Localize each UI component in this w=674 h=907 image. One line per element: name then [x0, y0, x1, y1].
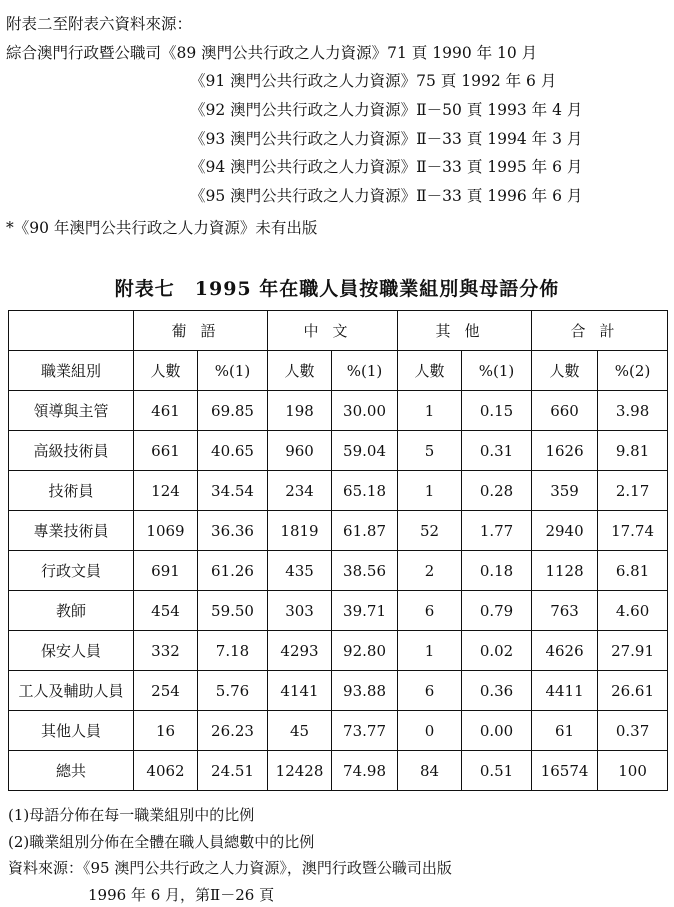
cell-pt-count: 461: [134, 391, 198, 431]
data-source-date: 1996 年 6 月，第Ⅱ－26 頁: [88, 886, 275, 904]
cell-other-count: 6: [398, 671, 462, 711]
cell-total-percent: 4.60: [598, 591, 668, 631]
cell-total-count: 61: [532, 711, 598, 751]
table-title: 附表七 1995 年在職人員按職業組別與母語分佈: [114, 278, 560, 300]
header-count: 人數: [398, 351, 462, 391]
header-occupation: 職業組別: [9, 351, 134, 391]
header-count: 人數: [532, 351, 598, 391]
cell-other-count: 6: [398, 591, 462, 631]
source-line: 《92 澳門公共行政之人力資源》Ⅱ－50 頁 1993 年 4 月: [190, 101, 583, 119]
cell-occupation: 技術員: [9, 471, 134, 511]
table-row: [9, 551, 668, 591]
cell-zh-percent: 93.88: [332, 671, 398, 711]
cell-pt-percent: 7.18: [198, 631, 268, 671]
cell-pt-count: 454: [134, 591, 198, 631]
header-total: 合計: [532, 311, 668, 351]
cell-zh-percent: 30.00: [332, 391, 398, 431]
cell-total-count: 359: [532, 471, 598, 511]
cell-zh-count: 198: [268, 391, 332, 431]
cell-zh-count: 4293: [268, 631, 332, 671]
group-header-row: [9, 311, 668, 351]
header-percent: %(2): [598, 351, 668, 391]
header-chinese: 中文: [268, 311, 398, 351]
cell-other-percent: 0.79: [462, 591, 532, 631]
cell-zh-percent: 73.77: [332, 711, 398, 751]
source-line: 綜合澳門行政暨公職司《89 澳門公共行政之人力資源》71 頁 1990 年 10 月: [6, 44, 538, 62]
table-row: [9, 631, 668, 671]
cell-other-count: 52: [398, 511, 462, 551]
cell-total-count: 1626: [532, 431, 598, 471]
cell-occupation: 專業技術員: [9, 511, 134, 551]
table-row: [9, 511, 668, 551]
header-percent: %(1): [462, 351, 532, 391]
cell-pt-percent: 59.50: [198, 591, 268, 631]
cell-other-percent: 0.00: [462, 711, 532, 751]
sources-heading: 附表二至附表六資料來源：: [6, 15, 193, 33]
table-body: [9, 391, 668, 791]
cell-other-percent: 0.18: [462, 551, 532, 591]
cell-total-count: 4626: [532, 631, 598, 671]
cell-pt-count: 124: [134, 471, 198, 511]
cell-zh-count: 12428: [268, 751, 332, 791]
cell-zh-percent: 74.98: [332, 751, 398, 791]
cell-zh-percent: 61.87: [332, 511, 398, 551]
cell-pt-percent: 40.65: [198, 431, 268, 471]
cell-pt-percent: 34.54: [198, 471, 268, 511]
cell-total-percent: 27.91: [598, 631, 668, 671]
cell-pt-count: 4062: [134, 751, 198, 791]
cell-zh-percent: 65.18: [332, 471, 398, 511]
cell-pt-percent: 36.36: [198, 511, 268, 551]
table-row: [9, 671, 668, 711]
cell-zh-count: 303: [268, 591, 332, 631]
cell-occupation: 其他人員: [9, 711, 134, 751]
cell-total-count: 16574: [532, 751, 598, 791]
cell-other-count: 0: [398, 711, 462, 751]
cell-total-percent: 26.61: [598, 671, 668, 711]
cell-pt-percent: 5.76: [198, 671, 268, 711]
cell-total-percent: 100: [598, 751, 668, 791]
cell-other-count: 2: [398, 551, 462, 591]
cell-pt-count: 332: [134, 631, 198, 671]
cell-total-percent: 17.74: [598, 511, 668, 551]
source-line: 《91 澳門公共行政之人力資源》75 頁 1992 年 6 月: [190, 72, 557, 90]
cell-total-percent: 9.81: [598, 431, 668, 471]
cell-total-percent: 6.81: [598, 551, 668, 591]
cell-pt-count: 1069: [134, 511, 198, 551]
sub-header-row: [9, 351, 668, 391]
cell-zh-percent: 59.04: [332, 431, 398, 471]
table-row: [9, 591, 668, 631]
table-row: [9, 391, 668, 431]
cell-other-percent: 0.36: [462, 671, 532, 711]
cell-pt-percent: 69.85: [198, 391, 268, 431]
cell-other-count: 1: [398, 631, 462, 671]
cell-pt-count: 661: [134, 431, 198, 471]
data-source-note: 資料來源：《95 澳門公共行政之人力資源》，澳門行政暨公職司出版: [8, 859, 452, 877]
source-line: 《94 澳門公共行政之人力資源》Ⅱ－33 頁 1995 年 6 月: [190, 158, 583, 176]
cell-pt-percent: 24.51: [198, 751, 268, 791]
unpublished-footnote: *《90 年澳門公共行政之人力資源》未有出版: [6, 219, 318, 237]
language-distribution-table: [8, 310, 668, 791]
cell-occupation: 工人及輔助人員: [9, 671, 134, 711]
cell-zh-count: 435: [268, 551, 332, 591]
cell-other-count: 1: [398, 391, 462, 431]
cell-occupation: 保安人員: [9, 631, 134, 671]
cell-other-percent: 1.77: [462, 511, 532, 551]
header-count: 人數: [268, 351, 332, 391]
table-row: [9, 471, 668, 511]
note-1: (1)母語分佈在每一職業組別中的比例: [8, 806, 255, 824]
note-2: (2)職業組別分佈在全體在職人員總數中的比例: [8, 833, 315, 851]
cell-total-count: 4411: [532, 671, 598, 711]
table-row: [9, 711, 668, 751]
cell-zh-count: 234: [268, 471, 332, 511]
header-percent: %(1): [198, 351, 268, 391]
table-row: [9, 431, 668, 471]
header-other: 其他: [398, 311, 532, 351]
cell-other-count: 1: [398, 471, 462, 511]
header-blank: [9, 311, 134, 351]
cell-total-percent: 0.37: [598, 711, 668, 751]
cell-other-percent: 0.31: [462, 431, 532, 471]
cell-occupation: 總共: [9, 751, 134, 791]
source-line: 《95 澳門公共行政之人力資源》Ⅱ－33 頁 1996 年 6 月: [190, 187, 583, 205]
cell-other-count: 84: [398, 751, 462, 791]
cell-other-percent: 0.28: [462, 471, 532, 511]
header-count: 人數: [134, 351, 198, 391]
cell-pt-count: 691: [134, 551, 198, 591]
source-line: 《93 澳門公共行政之人力資源》Ⅱ－33 頁 1994 年 3 月: [190, 130, 583, 148]
cell-pt-count: 254: [134, 671, 198, 711]
cell-total-percent: 3.98: [598, 391, 668, 431]
header-percent: %(1): [332, 351, 398, 391]
header-portuguese: 葡語: [134, 311, 268, 351]
cell-occupation: 行政文員: [9, 551, 134, 591]
cell-zh-count: 960: [268, 431, 332, 471]
cell-zh-count: 1819: [268, 511, 332, 551]
cell-zh-count: 4141: [268, 671, 332, 711]
cell-occupation: 高級技術員: [9, 431, 134, 471]
cell-pt-percent: 26.23: [198, 711, 268, 751]
cell-occupation: 教師: [9, 591, 134, 631]
cell-pt-percent: 61.26: [198, 551, 268, 591]
cell-total-count: 2940: [532, 511, 598, 551]
cell-other-percent: 0.15: [462, 391, 532, 431]
cell-total-count: 1128: [532, 551, 598, 591]
cell-zh-count: 45: [268, 711, 332, 751]
cell-total-count: 660: [532, 391, 598, 431]
cell-other-percent: 0.02: [462, 631, 532, 671]
cell-total-count: 763: [532, 591, 598, 631]
cell-zh-percent: 92.80: [332, 631, 398, 671]
cell-other-count: 5: [398, 431, 462, 471]
table-row: [9, 751, 668, 791]
cell-occupation: 領導與主管: [9, 391, 134, 431]
cell-other-percent: 0.51: [462, 751, 532, 791]
cell-zh-percent: 39.71: [332, 591, 398, 631]
cell-total-percent: 2.17: [598, 471, 668, 511]
cell-zh-percent: 38.56: [332, 551, 398, 591]
cell-pt-count: 16: [134, 711, 198, 751]
